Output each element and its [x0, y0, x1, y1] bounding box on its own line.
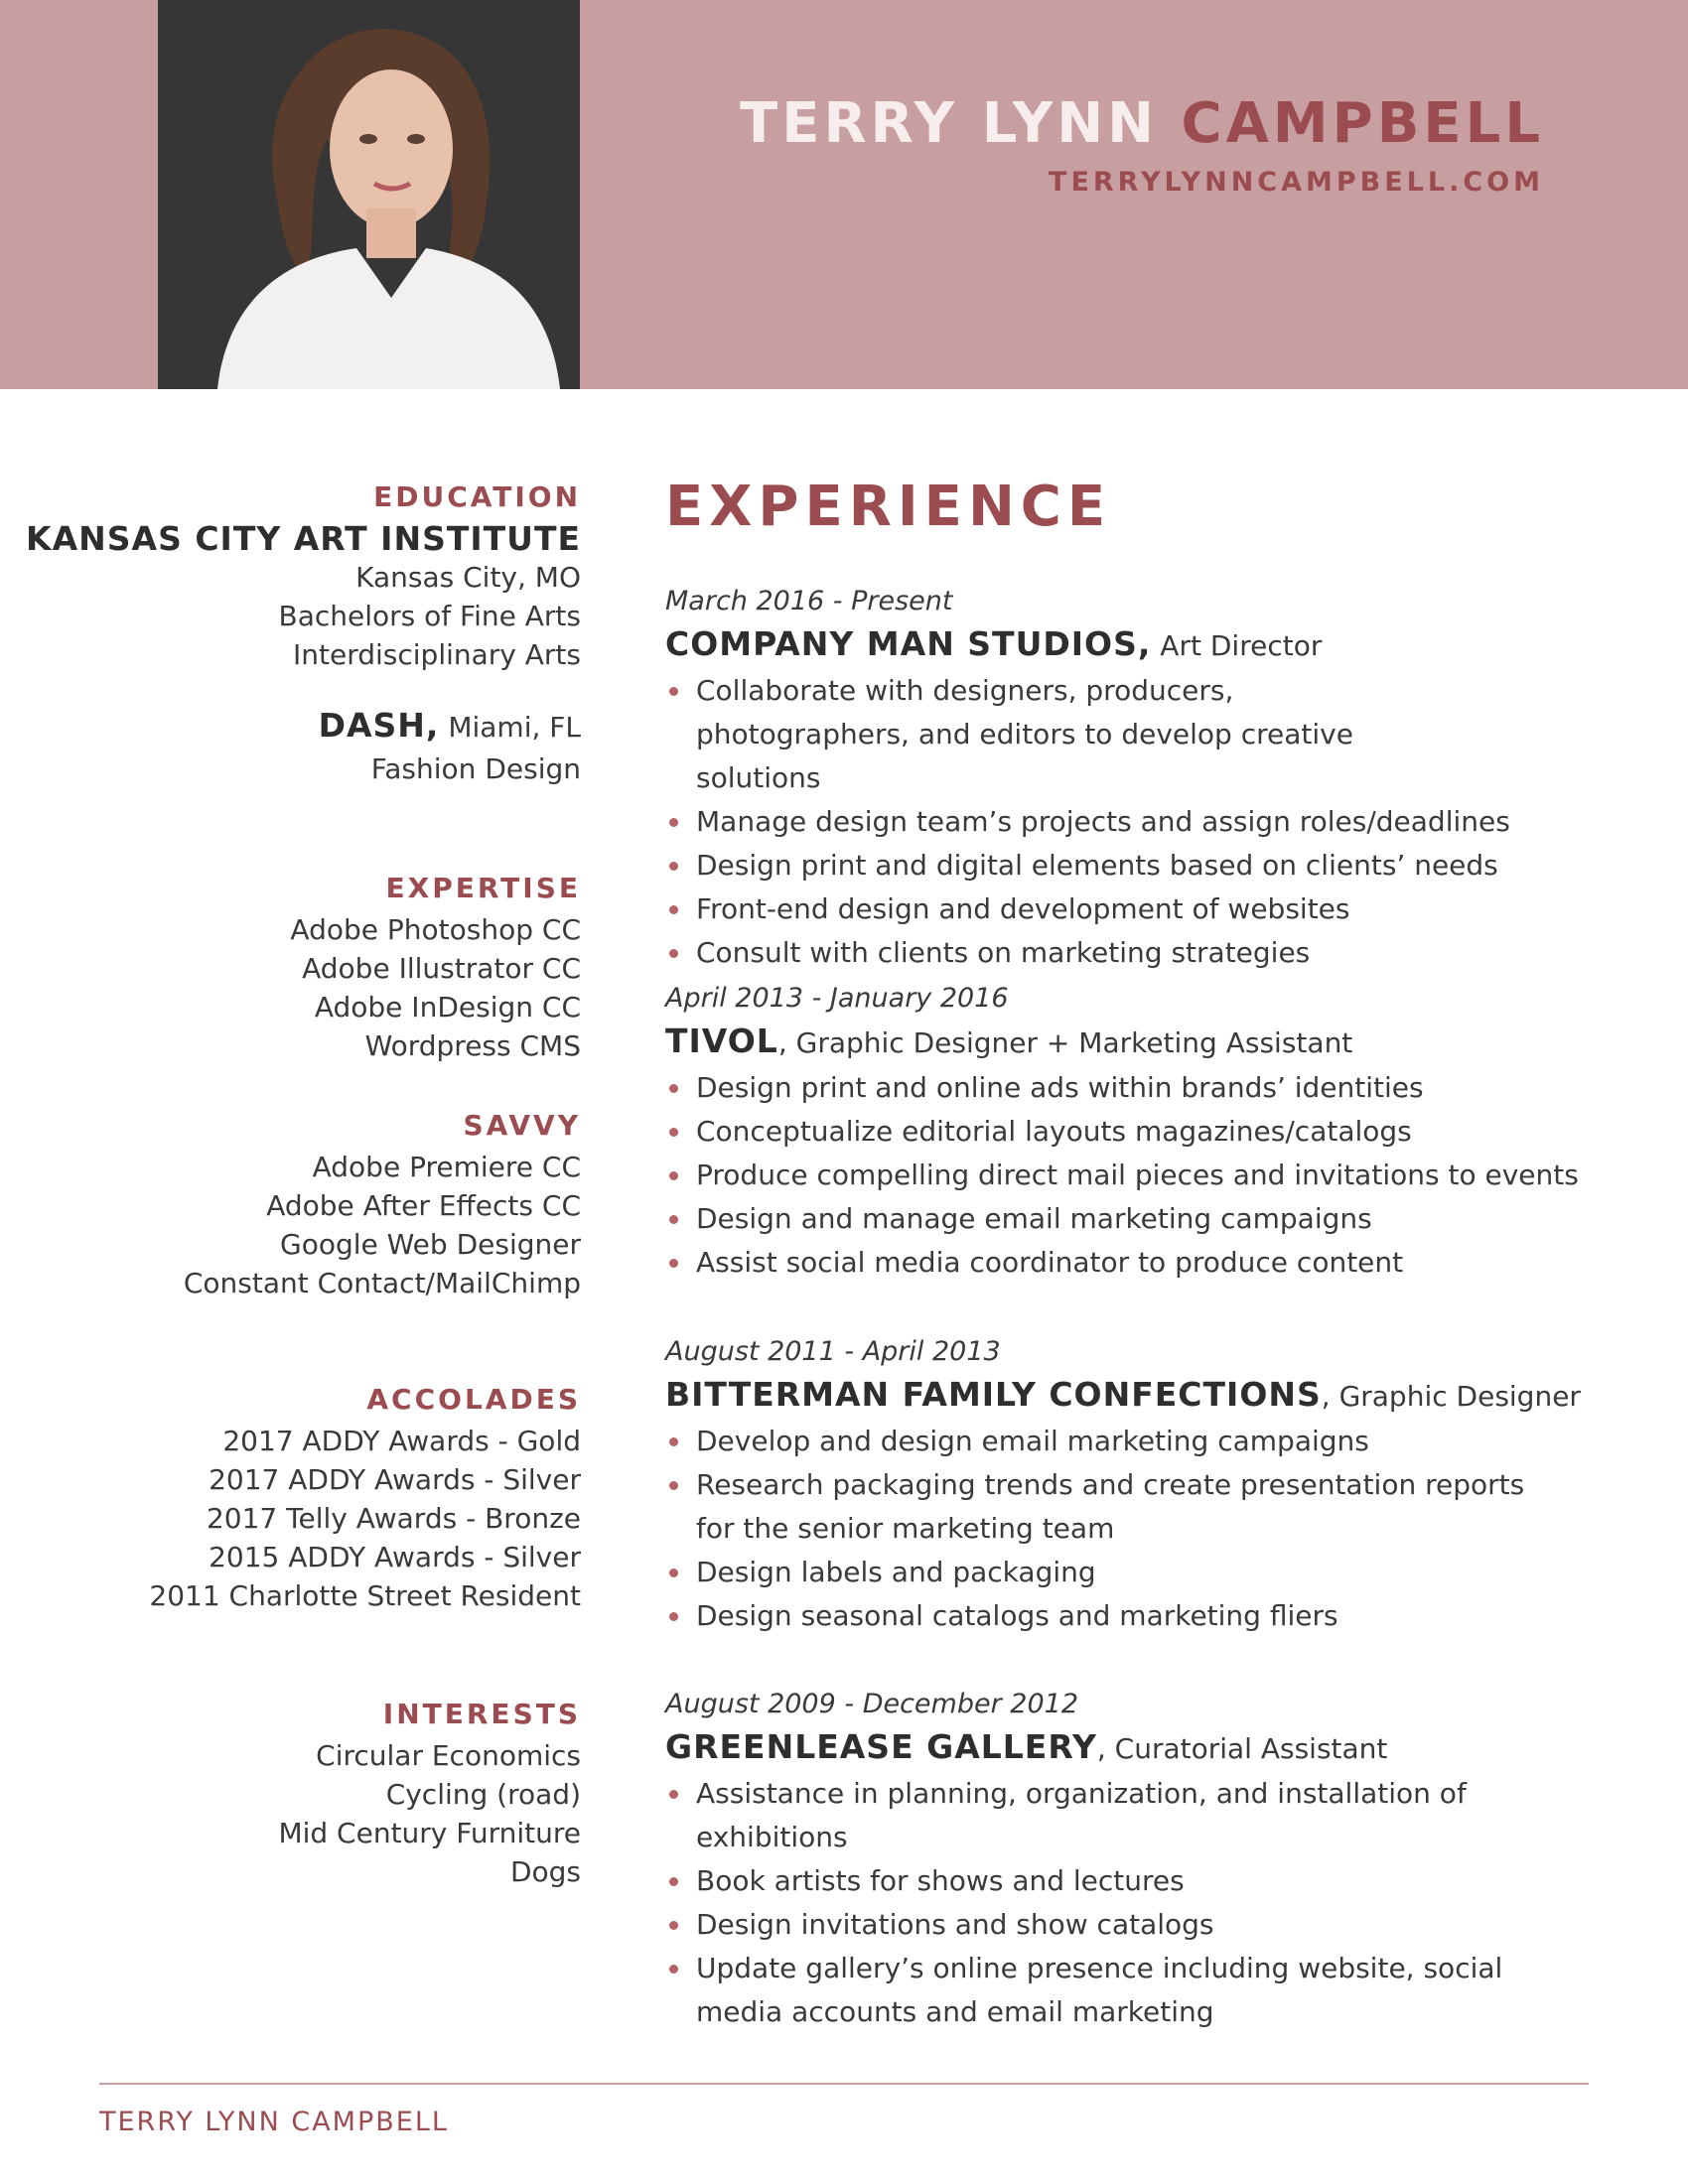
job-bullet: Research packaging trends and create presentation reports for the senior marketing team: [665, 1463, 1550, 1551]
job-role: , Graphic Designer + Marketing Assistant: [777, 1026, 1353, 1059]
profile-photo: [158, 0, 580, 389]
expertise-item: Wordpress CMS: [364, 1029, 581, 1062]
savvy-item: Constant Contact/MailChimp: [183, 1267, 581, 1299]
savvy-item: Adobe After Effects CC: [266, 1189, 581, 1222]
school-name: KANSAS CITY ART INSTITUTE: [26, 519, 581, 558]
footer-divider: [99, 2083, 1589, 2085]
job-bullet: Design print and digital elements based on clients’ needs: [665, 844, 1589, 887]
footer-name: TERRY LYNN CAMPBELL: [99, 2107, 449, 2137]
school-name-line: [25, 704, 581, 750]
job-role: Art Director: [1151, 629, 1323, 662]
school-detail: Interdisciplinary Arts: [293, 638, 581, 671]
savvy-item: Google Web Designer: [280, 1228, 581, 1261]
interest-item: Mid Century Furniture: [278, 1817, 581, 1849]
job-dates: April 2013 - January 2016: [665, 983, 1009, 1014]
company-name: GREENLEASE GALLERY: [665, 1727, 1097, 1766]
job-bullet: Develop and design email marketing campaigns: [665, 1420, 1589, 1463]
job-bullets: [665, 1420, 1589, 1638]
name-first: TERRY LYNN: [740, 91, 1158, 156]
school-detail: Bachelors of Fine Arts: [278, 600, 581, 632]
school-detail: Kansas City, MO: [355, 561, 581, 594]
accolade-item: 2017 ADDY Awards - Gold: [222, 1425, 581, 1457]
savvy-section: [25, 1109, 581, 1302]
expertise-heading: EXPERTISE: [385, 872, 581, 904]
accolade-item: 2017 Telly Awards - Bronze: [206, 1502, 581, 1535]
job-dates: August 2011 - April 2013: [665, 1336, 1001, 1367]
company-name: COMPANY MAN STUDIOS,: [665, 624, 1152, 663]
school-detail: Fashion Design: [370, 752, 581, 785]
job-bullet: Assist social media coordinator to produce content: [665, 1241, 1589, 1285]
interest-item: Circular Economics: [316, 1739, 581, 1772]
job-role: , Curatorial Assistant: [1096, 1732, 1388, 1765]
company-name: TIVOL: [665, 1022, 778, 1060]
job-bullet: Conceptualize editorial layouts magazines/catalogs: [665, 1110, 1589, 1154]
accolade-item: 2017 ADDY Awards - Silver: [209, 1463, 581, 1496]
job-bullet: Collaborate with designers, producers, photographers, and editors to develop creative solutions: [665, 669, 1451, 800]
job-heading: [665, 1724, 1589, 1772]
job-heading: [665, 1372, 1589, 1420]
expertise-section: [25, 872, 581, 1065]
interests-section: [25, 1698, 581, 1891]
job-bullet: Design labels and packaging: [665, 1551, 1589, 1594]
savvy-item: Adobe Premiere CC: [312, 1151, 581, 1183]
school-location: Miami, FL: [439, 711, 581, 744]
expertise-item: Adobe Photoshop CC: [290, 913, 581, 946]
job-entry: [665, 582, 1589, 975]
accolades-section: [25, 1383, 581, 1615]
job-dates: August 2009 - December 2012: [665, 1689, 1078, 1719]
job-bullet: Assistance in planning, organization, and installation of exhibitions: [665, 1772, 1589, 1859]
accolade-item: 2011 Charlotte Street Resident: [149, 1579, 581, 1612]
school-name: DASH,: [318, 706, 440, 745]
job-bullet: Design invitations and show catalogs: [665, 1903, 1589, 1947]
job-bullets: [665, 669, 1589, 975]
job-heading: [665, 1019, 1589, 1066]
website-link[interactable]: TERRYLYNNCAMPBELL.COM: [1049, 167, 1544, 198]
interest-item: Cycling (road): [385, 1778, 581, 1811]
job-bullet: Update gallery’s online presence including website, social media accounts and email marketing: [665, 1947, 1590, 2034]
job-bullet: Design print and online ads within brands’ identities: [665, 1066, 1589, 1110]
job-entry: [665, 1332, 1589, 1638]
expertise-item: Adobe Illustrator CC: [302, 952, 581, 985]
interest-item: Dogs: [509, 1855, 581, 1888]
job-bullet: Manage design team’s projects and assign roles/deadlines: [665, 800, 1589, 844]
job-entry: [665, 979, 1589, 1285]
job-bullet: Consult with clients on marketing strategies: [665, 931, 1589, 975]
education-section: [25, 480, 581, 788]
education-heading: EDUCATION: [373, 480, 581, 513]
job-bullets: [665, 1066, 1589, 1285]
job-bullet: Produce compelling direct mail pieces and invitations to events: [665, 1154, 1589, 1197]
savvy-heading: SAVVY: [463, 1109, 581, 1142]
company-name: BITTERMAN FAMILY CONFECTIONS: [665, 1375, 1322, 1414]
name-last: CAMPBELL: [1181, 91, 1544, 156]
job-bullet: Design and manage email marketing campaigns: [665, 1197, 1589, 1241]
job-heading: [665, 621, 1589, 669]
job-bullet: Design seasonal catalogs and marketing fliers: [665, 1594, 1589, 1638]
job-role: , Graphic Designer: [1321, 1380, 1581, 1413]
job-bullet: Front-end design and development of websites: [665, 887, 1589, 931]
expertise-item: Adobe InDesign CC: [314, 991, 581, 1024]
experience-heading: EXPERIENCE: [665, 475, 1112, 539]
job-dates: March 2016 - Present: [665, 586, 953, 616]
header-banner: [0, 0, 1688, 389]
accolades-heading: ACCOLADES: [366, 1383, 581, 1416]
candidate-name: [740, 91, 1544, 156]
interests-heading: INTERESTS: [382, 1698, 581, 1730]
job-bullet: Book artists for shows and lectures: [665, 1859, 1589, 1903]
job-bullets: [665, 1772, 1589, 2034]
accolade-item: 2015 ADDY Awards - Silver: [209, 1541, 581, 1573]
job-entry: [665, 1685, 1589, 2034]
